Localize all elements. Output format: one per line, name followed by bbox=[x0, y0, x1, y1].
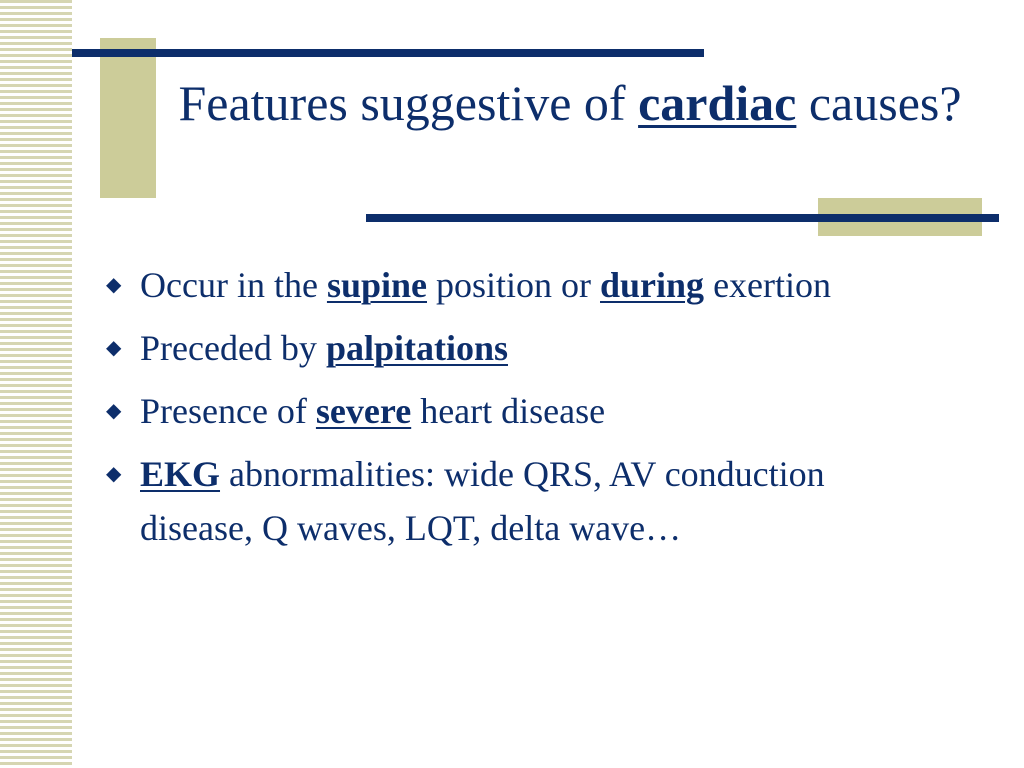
bullet-item bbox=[104, 384, 904, 438]
bullet-text: exertion bbox=[704, 265, 832, 305]
bullet-text: Occur in the bbox=[140, 265, 327, 305]
diamond-bullet-icon: ◆ bbox=[106, 400, 122, 422]
bullet-list bbox=[104, 258, 904, 564]
bullet-text: heart disease bbox=[411, 391, 606, 431]
title-rule-bottom bbox=[366, 214, 999, 222]
slide-title bbox=[160, 72, 980, 134]
bullet-emphasis: palpitations bbox=[325, 328, 508, 368]
bullet-emphasis: during bbox=[600, 265, 705, 305]
bullet-item bbox=[104, 447, 904, 555]
bullet-item bbox=[104, 321, 904, 375]
striped-side-band bbox=[0, 0, 72, 768]
bullet-text: Preceded by bbox=[140, 328, 326, 368]
title-text-end: causes? bbox=[796, 75, 962, 131]
title-rule-top bbox=[72, 49, 704, 57]
diamond-bullet-icon: ◆ bbox=[106, 463, 122, 485]
bullet-emphasis: supine bbox=[326, 265, 427, 305]
diamond-bullet-icon: ◆ bbox=[106, 337, 122, 359]
diamond-bullet-icon: ◆ bbox=[106, 274, 122, 296]
title-emphasis: cardiac bbox=[638, 75, 797, 131]
title-text: Features suggestive of bbox=[178, 75, 639, 131]
accent-block-top-left bbox=[100, 38, 156, 198]
bullet-emphasis: EKG bbox=[140, 454, 221, 494]
bullet-text: Presence of bbox=[140, 391, 316, 431]
bullet-text: abnormalities: wide QRS, AV conduction disease, Q waves, LQT, delta wave… bbox=[140, 454, 825, 548]
bullet-item bbox=[104, 258, 904, 312]
bullet-emphasis: severe bbox=[315, 391, 412, 431]
bullet-text: position or bbox=[427, 265, 601, 305]
